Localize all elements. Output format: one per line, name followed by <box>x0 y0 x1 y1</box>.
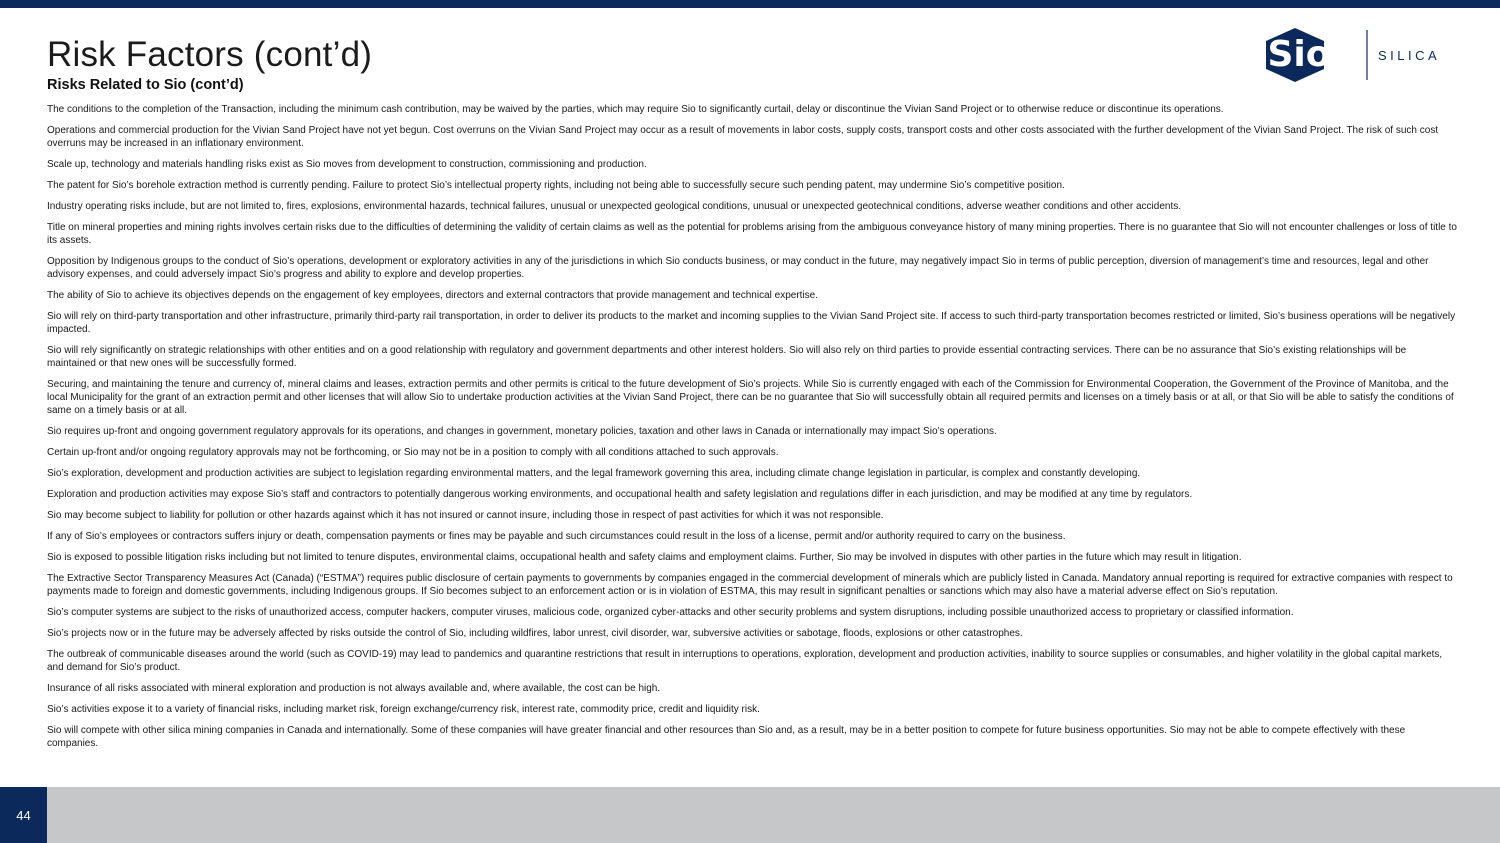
risk-paragraph: The patent for Sio’s borehole extraction method is currently pending. Failure to protect Sio’s intellectual property rights, including not being able to successfully secure such pending patent, may undermine Sio’s competitive position. <box>47 180 1065 191</box>
page-title: Risk Factors (cont’d) <box>47 35 373 74</box>
risk-paragraph: Sio will rely on third-party transportation and other infrastructure, primarily third-party rail transportation, in order to deliver its products to the market and incoming supplies to the Vivian Sand Project site. If access to such third-party transportation becomes restricted or limited, Sio’s business operations will be negatively impacted. <box>47 311 1456 335</box>
top-accent-bar <box>0 0 1500 8</box>
risk-paragraph: Scale up, technology and materials handling risks exist as Sio moves from development to construction, commissioning and production. <box>47 159 647 170</box>
sio-logo-icon <box>1262 27 1457 83</box>
risk-paragraph: The ability of Sio to achieve its objectives depends on the engagement of key employees, directors and external contractors that provide management and technical expertise. <box>47 290 819 301</box>
risk-paragraph: The Extractive Sector Transparency Measures Act (Canada) (“ESTMA”) requires public disclosure of certain payments to governments by companies engaged in the commercial development of minerals which are publicly listed in Canada. Mandatory annual reporting is required for extractive companies with respect to payments made to foreign and domestic governments, including Indigenous groups. If Sio becomes subject to an enforcement action or is in violation of ESTMA, this may result in significant penalties or sanctions which may also have a material adverse effect on Sio’s reputation. <box>47 573 1453 597</box>
risk-paragraph: The outbreak of communicable diseases around the world (such as COVID-19) may lead to pandemics and quarantine restrictions that result in interruptions to operations, exploration, development and production activities, inability to source supplies or consumables, and higher volatility in the global capital markets, and demand for Sio’s product. <box>47 649 1443 673</box>
risk-paragraph: Industry operating risks include, but are not limited to, fires, explosions, environmental hazards, technical failures, unusual or unexpected geological conditions, unusual or unexpected geotechnical conditions, adverse weather conditions and other accidents. <box>47 201 1182 212</box>
risk-paragraph: Sio may become subject to liability for pollution or other hazards against which it has not insured or cannot insure, including those in respect of past activities for which it was not responsible. <box>47 510 884 521</box>
risk-paragraph: Sio’s exploration, development and production activities are subject to legislation regarding environmental matters, and the legal framework governing this area, including climate change legislation in particular, is complex and constantly developing. <box>47 468 1141 479</box>
risk-paragraph: If any of Sio’s employees or contractors suffers injury or death, compensation payments or fines may be payable and such circumstances could result in the loss of a license, permit and/or authority required to carry on the business. <box>47 531 1066 542</box>
risk-paragraph: Sio requires up-front and ongoing government regulatory approvals for its operations, and changes in government, monetary policies, taxation and other laws in Canada or internationally may impact Sio’s operations. <box>47 426 997 437</box>
company-logo <box>1262 27 1457 83</box>
page-subtitle: Risks Related to Sio (cont’d) <box>47 77 244 93</box>
risk-paragraph: Sio will compete with other silica mining companies in Canada and internationally. Some of these companies will have greater financial and other resources than Sio and, as a result, may be in a better position to compete for future business opportunities. Sio may not be able to compete effectively with these companies. <box>47 725 1406 749</box>
risk-paragraph: Certain up-front and/or ongoing regulatory approvals may not be forthcoming, or Sio may not be in a position to comply with all conditions attached to such approvals. <box>47 447 779 458</box>
risk-paragraph: Insurance of all risks associated with mineral exploration and production is not always available and, where available, the cost can be high. <box>47 683 661 694</box>
logo-brand-text: Sio <box>1267 34 1331 75</box>
logo-tagline-text: SILICA <box>1378 48 1441 63</box>
risk-paragraph: Exploration and production activities may expose Sio’s staff and contractors to potentially dangerous working environments, and occupational health and safety legislation and regulations differ in each jurisdiction, and may be modified at any time by regulators. <box>47 489 1193 500</box>
risk-paragraph: Operations and commercial production for the Vivian Sand Project have not yet begun. Cost overruns on the Vivian Sand Project may occur as a result of movements in labor costs, supply costs, transport costs and other costs associated with the further development of the Vivian Sand Project. The risk of such cost overruns may be increased in an inflationary environment. <box>47 125 1439 149</box>
risk-paragraph: The conditions to the completion of the Transaction, including the minimum cash contribution, may be waived by the parties, which may require Sio to significantly curtail, delay or discontinue the Vivian Sand Project or to otherwise reduce or discontinue its operations. <box>47 104 1224 115</box>
risk-paragraph: Sio’s projects now or in the future may be adversely affected by risks outside the control of Sio, including wildfires, labor unrest, civil disorder, war, subversive activities or sabotage, floods, explosions or other catastrophes. <box>47 628 1023 639</box>
risk-paragraph: Sio’s activities expose it to a variety of financial risks, including market risk, foreign exchange/currency risk, interest rate, commodity price, credit and liquidity risk. <box>47 704 760 715</box>
risk-factors-list <box>47 103 1457 758</box>
risk-paragraph: Sio will rely significantly on strategic relationships with other entities and on a good relationship with regulatory and government departments and other interest holders. Sio will also rely on third parties to provide essential contracting services. There can be no assurance that Sio’s existing relationships will be maintained or that new ones will be successfully formed. <box>47 345 1407 369</box>
page-number: 44 <box>16 808 31 823</box>
risk-paragraph: Sio is exposed to possible litigation risks including but not limited to tenure disputes, environmental claims, occupational health and safety claims and employment claims. Further, Sio may be involved in disputes with other parties in the future which may result in litigation. <box>47 552 1242 563</box>
risk-paragraph: Securing, and maintaining the tenure and currency of, mineral claims and leases, extraction permits and other permits is critical to the future development of Sio’s projects. While Sio is currently engaged with each of the Commission for Environmental Cooperation, the Government of the Province of Manitoba, and the local Municipality for the grant of an extraction permit and other licenses that will allow Sio to undertake production activities at the Vivian Sand Project, there can be no guarantee that Sio will successfully obtain all required permits and licenses on a timely basis or at all, or that Sio will be able to satisfy the conditions of same on a timely basis or at all. <box>47 379 1454 416</box>
footer-bar <box>0 787 1500 843</box>
risk-paragraph: Opposition by Indigenous groups to the conduct of Sio’s operations, development or exploratory activities in any of the jurisdictions in which Sio conducts business, or may conduct in the future, may negatively impact Sio in terms of public perception, diversion of management’s time and resources, legal and other advisory expenses, and could adversely impact Sio’s progress and ability to explore and develop properties. <box>47 256 1429 280</box>
risk-paragraph: Sio’s computer systems are subject to the risks of unauthorized access, computer hackers, computer viruses, malicious code, organized cyber-attacks and other security problems and system disruptions, including possible unauthorized access to proprietary or classified information. <box>47 607 1294 618</box>
risk-paragraph: Title on mineral properties and mining rights involves certain risks due to the difficulties of determining the validity of certain claims as well as the potential for problems arising from the ambiguous conveyance history of many mining properties. There is no guarantee that Sio will not encounter challenges or loss of title to its assets. <box>47 222 1457 246</box>
